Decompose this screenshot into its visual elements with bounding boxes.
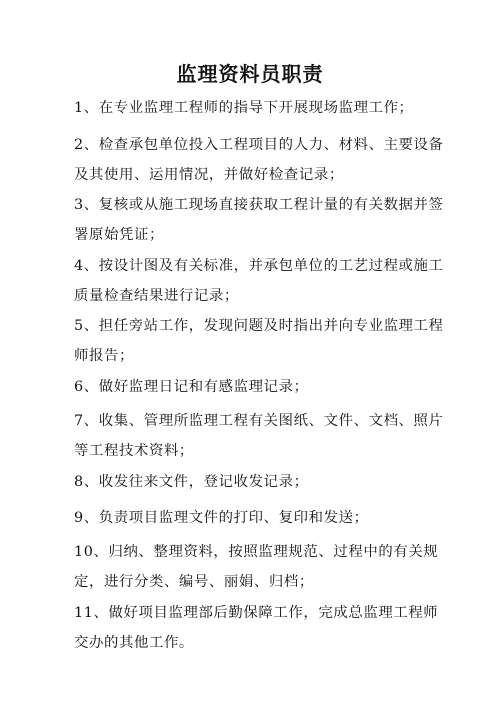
duty-item-5: 5、担任旁站工作，发现问题及时指出并向专业监理工程师报告； [74,318,444,364]
duty-item-10: 10、归纳、整理资料，按照监理规范、过程中的有关规定，进行分类、编号、丽娟、归档； [74,544,439,590]
duty-item-3: 3、复核或从施工现场直接获取工程计量的有关数据并签署原始凭证； [74,197,444,243]
duty-item-4: 4、按设计图及有关标准，并承包单位的工艺过程或施工质量检查结果进行记录； [74,258,444,304]
duty-item-9: 9、负责项目监理文件的打印、复印和发送； [74,510,369,526]
duty-item-2: 2、检查承包单位投入工程项目的人力、材料、主要设备及其使用、运用情况，并做好检查记录； [74,137,444,183]
duty-item-8: 8、收发往来文件，登记收发记录； [74,474,309,490]
duty-item-11: 11、做好项目监理部后勤保障工作，完成总监理工程师交办的其他工作。 [74,605,439,651]
page-title: 监理资料员职责 [176,62,324,86]
duty-item-6: 6、做好监理日记和有感监理记录； [74,379,309,395]
duty-item-1: 1、在专业监理工程师的指导下开展现场监理工作； [74,100,414,116]
duty-item-7: 7、收集、管理所监理工程有关图纸、文件、文档、照片等工程技术资料； [74,413,444,459]
